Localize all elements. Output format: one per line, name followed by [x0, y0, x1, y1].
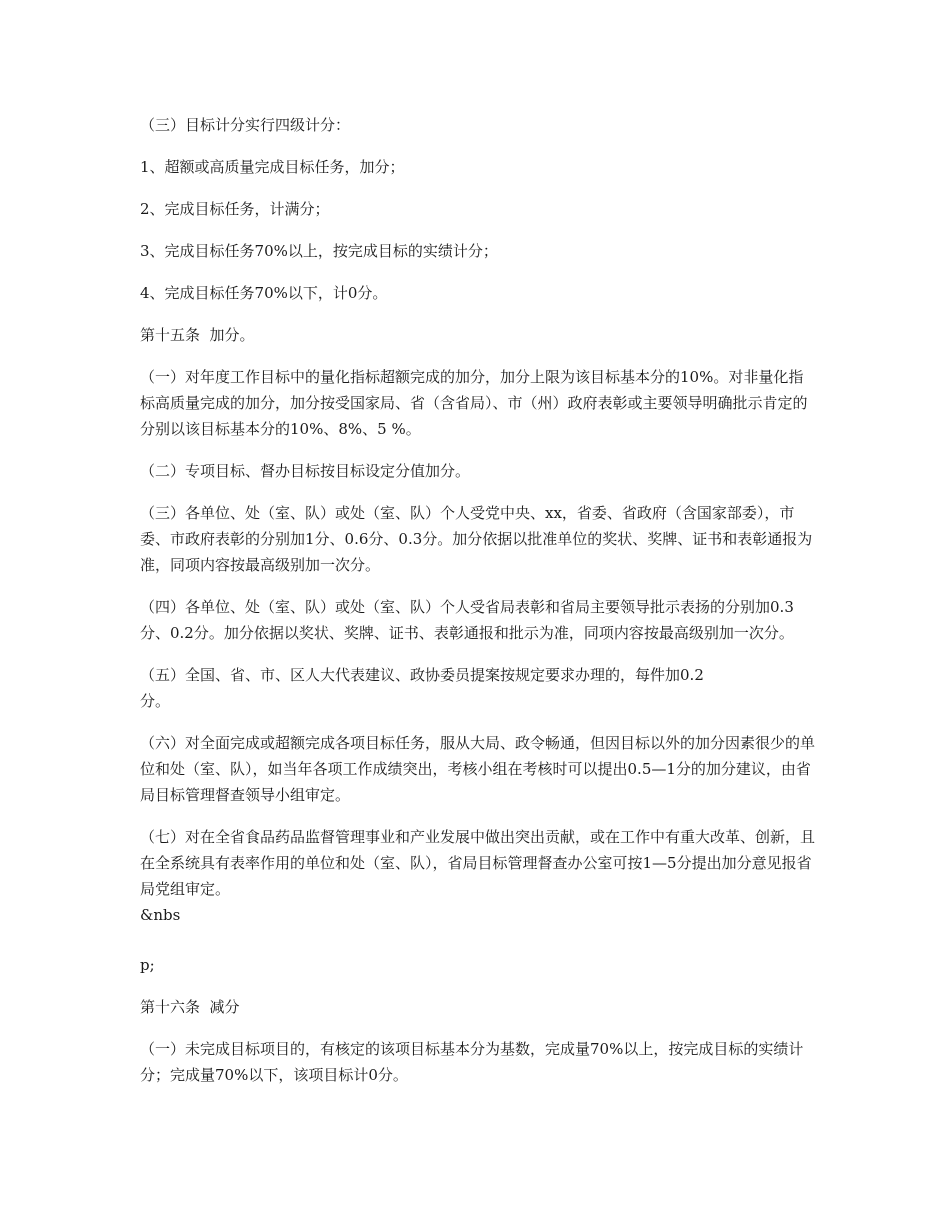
list-item: 2、完成目标任务，计满分； — [140, 200, 330, 218]
section-heading-scoring-levels: （三）目标计分实行四级计分： — [140, 116, 351, 134]
list-item: 4、完成目标任务70%以下，计0分。 — [140, 284, 388, 302]
paragraph: （五）全国、省、市、区人大代表建议、政协委员提案按规定要求办理的，每件加0.2 — [140, 666, 704, 684]
article-16-heading: 第十六条 减分 — [140, 998, 240, 1016]
stray-text: p; — [140, 956, 155, 974]
paragraph: （四）各单位、处（室、队）或处（室、队）个人受省局表彰和省局主要领导批示表扬的分别加0.3分、0.2分。加分依据以奖状、奖牌、证书、表彰通报和批示为准，同项内容按最高级别加一次分。 — [140, 598, 794, 642]
stray-text: &nbs — [140, 906, 181, 924]
paragraph: （七）对在全省食品药品监督管理事业和产业发展中做出突出贡献，或在工作中有重大改革、创新，且在全系统具有表率作用的单位和处（室、队），省局目标管理督查办公室可按1—5分提出加分意见报省局党组审定。 — [140, 828, 816, 898]
list-item: 1、超额或高质量完成目标任务，加分； — [140, 158, 405, 176]
paragraph: （六）对全面完成或超额完成各项目标任务，服从大局、政令畅通，但因目标以外的加分因素很少的单位和处（室、队），如当年各项工作成绩突出，考核小组在考核时可以提出0.5—1分的加分建议，由省局目标管理督查领导小组审定。 — [140, 734, 816, 804]
list-item: 3、完成目标任务70%以上，按完成目标的实绩计分； — [140, 242, 498, 260]
paragraph: （一）未完成目标项目的，有核定的该项目标基本分为基数，完成量70%以上，按完成目标的实绩计分；完成量70%以下，该项目标计0分。 — [140, 1040, 804, 1084]
paragraph-continuation: 分。 — [140, 692, 171, 710]
paragraph: （一）对年度工作目标中的量化指标超额完成的加分，加分上限为该目标基本分的10%。对非量化指标高质量完成的加分，加分按受国家局、省（含省局）、市（州）政府表彰或主要领导明确批示肯定的分别以该目标基本分的10%、8%、5 %。 — [140, 368, 808, 438]
paragraph: （二）专项目标、督办目标按目标设定分值加分。 — [140, 462, 471, 480]
document-body — [140, 112, 815, 1088]
article-15-heading: 第十五条 加分。 — [140, 326, 255, 344]
paragraph: （三）各单位、处（室、队）或处（室、队）个人受党中央、xx，省委、省政府（含国家部委），市委、市政府表彰的分别加1分、0.6分、0.3分。加分依据以批准单位的奖状、奖牌、证书和表彰通报为准，同项内容按最高级别加一次分。 — [140, 504, 813, 574]
